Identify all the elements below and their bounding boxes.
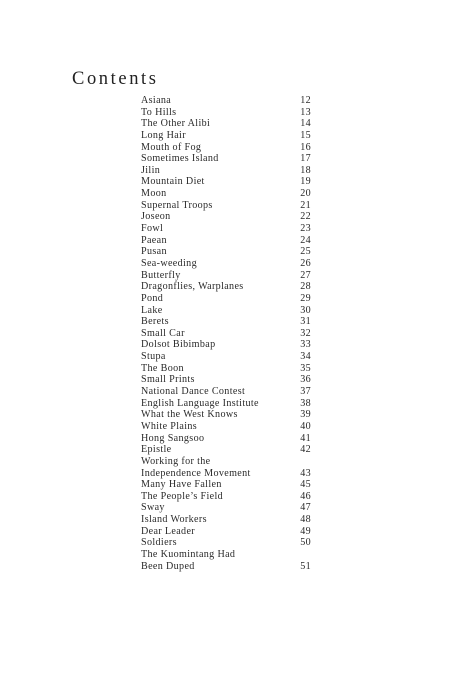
toc-entry-title: Lake xyxy=(141,304,163,316)
toc-entry-page-number: 23 xyxy=(300,223,311,235)
toc-entry-title: Fowl xyxy=(141,223,164,235)
toc-entry-title: Asiana xyxy=(141,95,172,106)
toc-entry xyxy=(141,281,311,293)
toc-entry-title: Mountain Diet xyxy=(141,176,205,188)
toc-entry-page-number: 22 xyxy=(300,211,311,223)
toc-entry xyxy=(141,270,311,282)
toc-entry xyxy=(141,293,311,305)
toc-entry xyxy=(141,316,311,328)
toc-entry xyxy=(141,456,311,468)
toc-entry-title: The People’s Field xyxy=(141,490,223,502)
toc-entry-title: The Other Alibi xyxy=(141,118,211,130)
toc-entry xyxy=(141,549,311,561)
toc-entry xyxy=(141,386,311,398)
toc-entry xyxy=(141,200,311,212)
toc-entry-title: Dragonflies, Warplanes xyxy=(141,281,244,293)
toc-entry xyxy=(141,421,311,433)
toc-entry-page-number: 40 xyxy=(300,420,311,432)
toc-entry-title: The Kuomintang Had xyxy=(141,548,236,560)
toc-entry xyxy=(141,130,311,142)
toc-entry-page-number: 35 xyxy=(300,362,311,374)
toc-entry-page-number: 42 xyxy=(300,444,311,456)
toc-entry-page-number: 46 xyxy=(300,490,311,502)
toc-entry-page-number: 49 xyxy=(300,525,311,537)
toc-entry xyxy=(141,95,311,107)
toc-entry xyxy=(141,176,311,188)
toc-entry-title: Soldiers xyxy=(141,537,177,549)
toc-entry-page-number: 50 xyxy=(300,537,311,549)
toc-entry-title: Island Workers xyxy=(141,514,207,526)
toc-entry xyxy=(141,153,311,165)
table-of-contents xyxy=(141,95,311,572)
toc-entry-page-number: 48 xyxy=(300,514,311,526)
toc-entry-page-number: 19 xyxy=(300,176,311,188)
toc-entry xyxy=(141,258,311,270)
toc-entry-page-number: 43 xyxy=(300,467,311,479)
toc-entry-title: Dolsot Bibimbap xyxy=(141,339,216,351)
toc-entry xyxy=(141,339,311,351)
toc-entry-title: White Plains xyxy=(141,420,198,432)
toc-entry-page-number: 14 xyxy=(300,118,311,130)
toc-entry xyxy=(141,514,311,526)
toc-entry-page-number: 32 xyxy=(300,327,311,339)
toc-entry-title: Supernal Troops xyxy=(141,199,213,211)
toc-entry-title: Pond xyxy=(141,292,164,304)
toc-entry xyxy=(141,107,311,119)
toc-entry-title: Epistle xyxy=(141,444,172,456)
toc-entry xyxy=(141,468,311,480)
toc-entry xyxy=(141,188,311,200)
toc-entry-title: English Language Institute xyxy=(141,397,259,409)
toc-entry xyxy=(141,398,311,410)
toc-entry-title: Butterfly xyxy=(141,269,181,281)
toc-entry xyxy=(141,491,311,503)
toc-entry-page-number: 24 xyxy=(300,234,311,246)
toc-entry xyxy=(141,235,311,247)
toc-entry-page-number: 34 xyxy=(300,351,311,363)
toc-entry-title: Many Have Fallen xyxy=(141,479,222,491)
toc-entry-title: Paean xyxy=(141,234,167,246)
toc-entry-title: Mouth of Fog xyxy=(141,141,202,153)
toc-entry-page-number: 16 xyxy=(300,141,311,153)
toc-entry xyxy=(141,118,311,130)
toc-entry-page-number: 25 xyxy=(300,246,311,258)
toc-entry-page-number: 27 xyxy=(300,269,311,281)
toc-entry-page-number: 30 xyxy=(300,304,311,316)
toc-entry xyxy=(141,246,311,258)
toc-entry xyxy=(141,305,311,317)
contents-heading: Contents xyxy=(72,69,159,90)
toc-entry-title: Independence Movement xyxy=(141,467,251,479)
toc-entry xyxy=(141,479,311,491)
toc-entry xyxy=(141,409,311,421)
toc-entry-title: Jilin xyxy=(141,164,161,176)
toc-entry xyxy=(141,165,311,177)
toc-entry-page-number: 31 xyxy=(300,316,311,328)
toc-entry-title: Working for the xyxy=(141,455,211,467)
toc-entry-page-number: 29 xyxy=(300,292,311,304)
toc-entry-title: Been Duped xyxy=(141,560,195,572)
toc-entry xyxy=(141,444,311,456)
toc-entry-page-number: 20 xyxy=(300,188,311,200)
toc-entry-title: Sea-weeding xyxy=(141,257,197,269)
toc-entry xyxy=(141,526,311,538)
toc-entry-title: Hong Sangsoo xyxy=(141,432,205,444)
toc-entry-title: Small Prints xyxy=(141,374,195,386)
toc-entry-page-number: 45 xyxy=(300,479,311,491)
toc-entry-page-number: 15 xyxy=(300,129,311,141)
toc-entry-page-number: 13 xyxy=(300,106,311,118)
toc-entry-page-number: 39 xyxy=(300,409,311,421)
toc-entry-title: Long Hair xyxy=(141,129,186,141)
toc-entry-page-number: 41 xyxy=(300,432,311,444)
toc-entry-page-number: 38 xyxy=(300,397,311,409)
toc-entry-title: What the West Knows xyxy=(141,409,238,421)
toc-entry xyxy=(141,142,311,154)
toc-entry-title: Sometimes Island xyxy=(141,153,219,165)
toc-entry-page-number: 18 xyxy=(300,164,311,176)
toc-entry-page-number: 47 xyxy=(300,502,311,514)
toc-entry-title: Small Car xyxy=(141,327,185,339)
toc-entry-title: Berets xyxy=(141,316,169,328)
toc-entry-page-number: 33 xyxy=(300,339,311,351)
toc-entry xyxy=(141,561,311,573)
toc-entry xyxy=(141,433,311,445)
toc-entry-title: Sway xyxy=(141,502,165,514)
toc-entry xyxy=(141,537,311,549)
toc-entry-title: The Boon xyxy=(141,362,184,374)
toc-entry-title: To Hills xyxy=(141,106,177,118)
toc-entry-title: Stupa xyxy=(141,351,166,363)
toc-entry-page-number: 17 xyxy=(300,153,311,165)
toc-entry-title: Dear Leader xyxy=(141,525,195,537)
toc-entry-title: Joseon xyxy=(141,211,171,223)
toc-entry xyxy=(141,328,311,340)
toc-entry-page-number: 12 xyxy=(300,95,311,106)
toc-entry xyxy=(141,502,311,514)
toc-entry xyxy=(141,211,311,223)
toc-entry-title: Pusan xyxy=(141,246,167,258)
toc-entry xyxy=(141,374,311,386)
toc-entry-page-number: 37 xyxy=(300,386,311,398)
toc-entry xyxy=(141,363,311,375)
toc-entry-page-number: 21 xyxy=(300,199,311,211)
toc-entry xyxy=(141,351,311,363)
toc-entry-page-number: 26 xyxy=(300,257,311,269)
toc-entry xyxy=(141,223,311,235)
toc-entry-page-number: 36 xyxy=(300,374,311,386)
toc-entry-title: National Dance Contest xyxy=(141,386,246,398)
toc-entry-page-number: 51 xyxy=(300,560,311,572)
toc-entry-title: Moon xyxy=(141,188,167,200)
toc-entry-page-number: 28 xyxy=(300,281,311,293)
